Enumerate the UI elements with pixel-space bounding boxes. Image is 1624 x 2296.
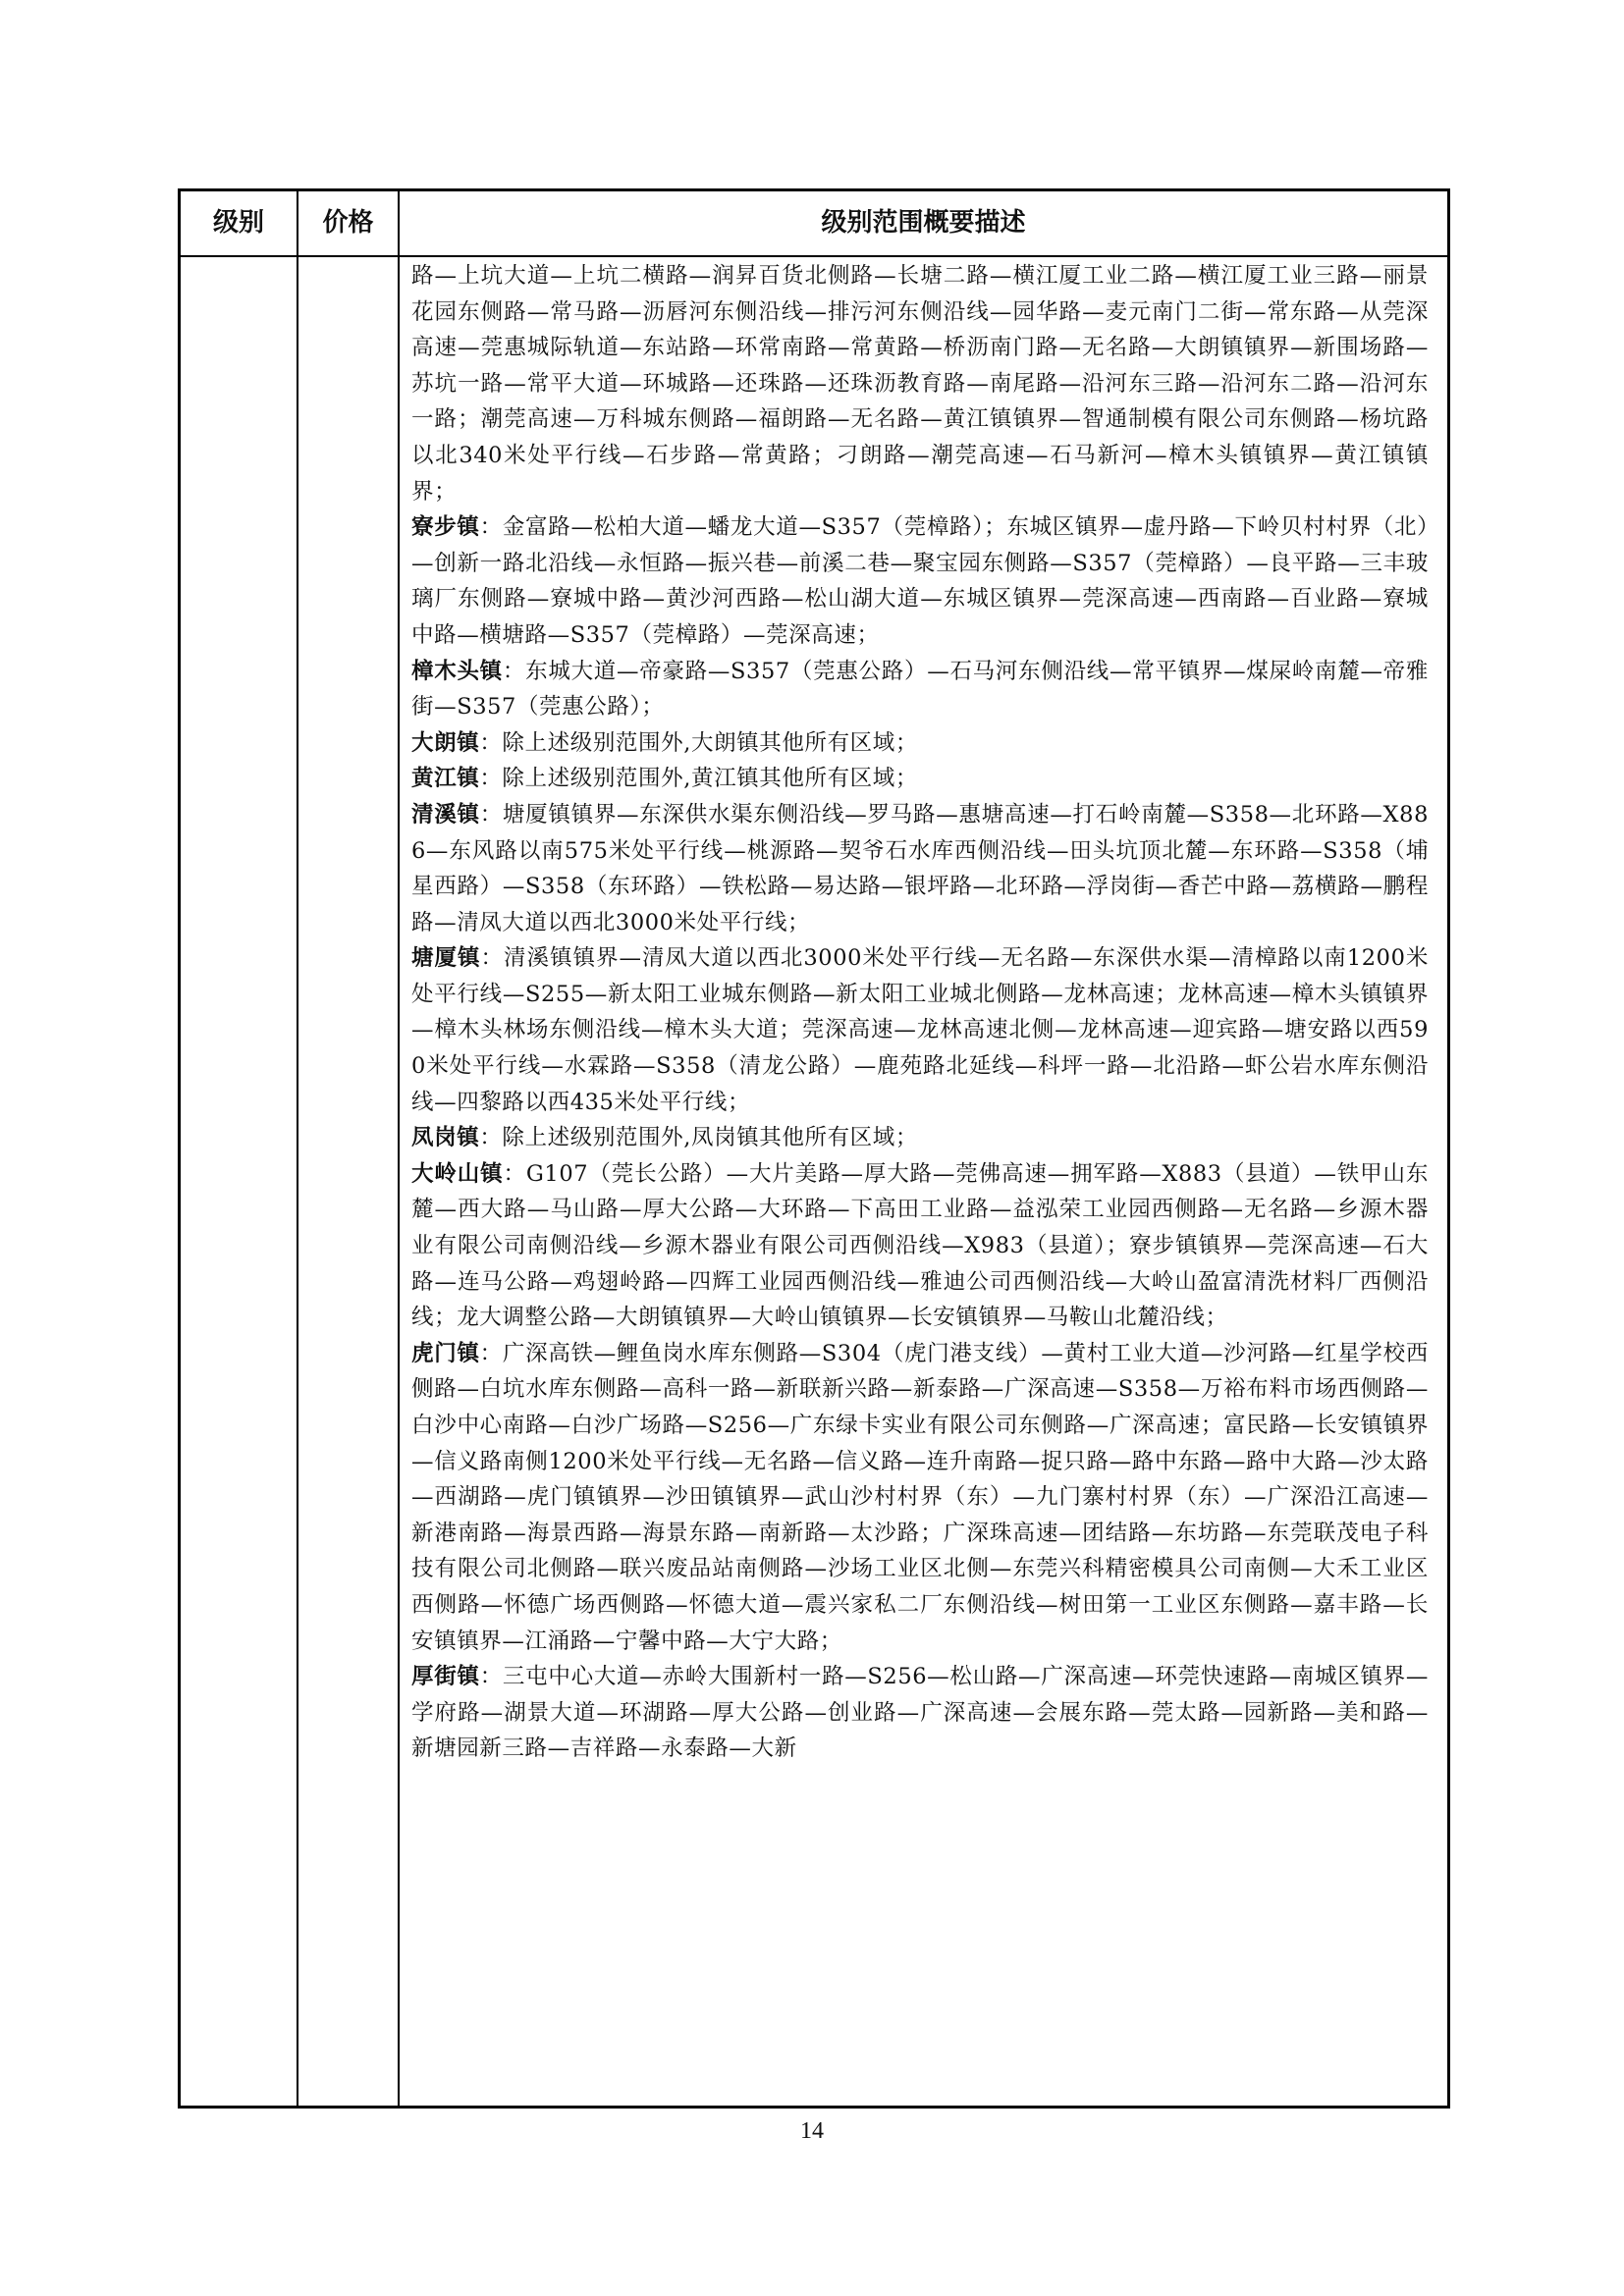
description-paragraph (411, 1120, 1429, 1156)
town-name: 寮步镇 (411, 514, 480, 541)
description-paragraph (411, 940, 1429, 1120)
town-name: 大朗镇 (411, 729, 480, 756)
description-paragraph (411, 509, 1429, 653)
description-paragraph (411, 1659, 1429, 1767)
description-paragraph (411, 1156, 1429, 1336)
range-text: ：广深高铁—鲤鱼岗水库东侧路—S304（虎门港支线）—黄村工业大道—沙河路—红星学校西侧路—白坑水库东侧路—高科一路—新联新兴路—新泰路—广深高速—S358—万裕布料市场西侧路—白沙中心南路—白沙广场路—S256—广东绿卡实业有限公司东侧路—广深高速；富民路—长安镇镇界—信义路南侧1200米处平行线—无名路—信义路—连升南路—捉只路—路中东路—路中大路—沙太路—西湖路—虎门镇镇界—沙田镇镇界—武山沙村村界（东）—九门寨村村界（东）—广深沿江高速—新港南路—海景西路—海景东路—南新路—太沙路；广深珠高速—团结路—东坊路—东莞联茂电子科技有限公司北侧路—联兴废品站南侧路—沙场工业区北侧—东莞兴科精密模具公司南侧—大禾工业区西侧路—怀德广场西侧路—怀德大道—震兴家私二厂东侧沿线—树田第一工业区东侧路—嘉丰路—长安镇镇界—江涌路—宁馨中路—大宁大路； (411, 1340, 1429, 1654)
description-cell (400, 256, 1438, 2106)
range-text: ：G107（莞长公路）—大片美路—厚大路—莞佛高速—拥军路—X883（县道）—铁甲山东麓—西大路—马山路—厚大公路—大环路—下高田工业路—益泓荣工业园西侧路—无名路—乡源木器业有限公司南侧沿线—乡源木器业有限公司西侧沿线—X983（县道）；寮步镇镇界—莞深高速—石大路—连马公路—鸡翅岭路—四辉工业园西侧沿线—雅迪公司西侧沿线—大岭山盈富清洗材料厂西侧沿线；龙大调整公路—大朗镇镇界—大岭山镇镇界—长安镇镇界—马鞍山北麓沿线； (411, 1160, 1429, 1331)
range-text: ：除上述级别范围外,大朗镇其他所有区域； (479, 729, 918, 756)
range-text: ：塘厦镇镇界—东深供水渠东侧沿线—罗马路—惠塘高速—打石岭南麓—S358—北环路—X886—东风路以南575米处平行线—桃源路—契爷石水库西侧沿线—田头坑顶北麓—东环路—S358（埔星西路）—S358（东环路）—铁松路—易达路—银坪路—北环路—浮岗街—香芒中路—荔横路—鹏程路—清凤大道以西北3000米处平行线； (411, 801, 1429, 935)
column-divider-1 (297, 191, 298, 2106)
town-name: 虎门镇 (411, 1340, 480, 1366)
header-level: 级别 (212, 208, 264, 238)
range-text: ：除上述级别范围外,黄江镇其他所有区域； (479, 766, 918, 792)
town-name: 清溪镇 (411, 801, 480, 828)
description-paragraph (411, 797, 1429, 940)
description-paragraph (411, 761, 1429, 797)
town-name: 樟木头镇 (411, 658, 503, 684)
description-paragraph (411, 654, 1429, 725)
land-grade-table (178, 188, 1450, 2109)
page-number: 14 (800, 2118, 824, 2144)
range-text: ：东城大道—帝豪路—S357（莞惠公路）—石马河东侧沿线—常平镇界—煤屎岭南麓—帝雅街—S357（莞惠公路）； (411, 658, 1430, 721)
description-paragraph (411, 1336, 1429, 1659)
town-name: 厚街镇 (411, 1664, 480, 1690)
town-name: 大岭山镇 (411, 1160, 504, 1187)
town-name: 凤岗镇 (411, 1125, 480, 1151)
range-text: ：清溪镇镇界—清凤大道以西北3000米处平行线—无名路—东深供水渠—清樟路以南1200米处平行线—S255—新太阳工业城东侧路—新太阳工业城北侧路—龙林高速；龙林高速—樟木头镇镇界—樟木头林场东侧沿线—樟木头大道；莞深高速—龙林高速北侧—龙林高速—迎宾路—塘安路以西590米处平行线—水霖路—S358（清龙公路）—鹿苑路北延线—科坪一路—北沿路—虾公岩水库东侧沿线—四黎路以西435米处平行线； (411, 945, 1429, 1115)
header-description: 级别范围概要描述 (821, 208, 1026, 238)
range-text: ：三屯中心大道—赤岭大围新村一路—S256—松山路—广深高速—环莞快速路—南城区镇界—学府路—湖景大道—环湖路—厚大公路—创业路—广深高速—会展东路—莞太路—园新路—美和路—新塘园新三路—吉祥路—永泰路—大新 (411, 1664, 1429, 1762)
description-paragraph (411, 258, 1429, 509)
range-text: 路—上坑大道—上坑二横路—润昇百货北侧路—长塘二路—横江厦工业二路—横江厦工业三路—丽景花园东侧路—常马路—沥唇河东侧沿线—排污河东侧沿线—园华路—麦元南门二街—常东路—从莞深高速—莞惠城际轨道—东站路—环常南路—常黄路—桥沥南门路—无名路—大朗镇镇界—新围场路—苏坑一路—常平大道—环城路—还珠路—还珠沥教育路—南尾路—沿河东三路—沿河东二路—沿河东一路；潮莞高速—万科城东侧路—福朗路—无名路—黄江镇镇界—智通制模有限公司东侧路—杨坑路以北340米处平行线—石步路—常黄路；刁朗路—潮莞高速—石马新河—樟木头镇镇界—黄江镇镇界； (411, 263, 1429, 505)
town-name: 黄江镇 (411, 766, 480, 792)
range-text: ：金富路—松柏大道—蟠龙大道—S357（莞樟路）；东城区镇界—虚丹路—下岭贝村村界（北）—创新一路北沿线—永恒路—振兴巷—前溪二巷—聚宝园东侧路—S357（莞樟路）—良平路—三丰玻璃厂东侧路—寮城中路—黄沙河西路—松山湖大道—东城区镇界—莞深高速—西南路—百业路—寮城中路—横塘路—S357（莞樟路）—莞深高速； (411, 514, 1429, 648)
header-price: 价格 (322, 208, 374, 238)
description-paragraph (411, 725, 1429, 762)
town-name: 塘厦镇 (411, 945, 481, 972)
range-text: ：除上述级别范围外,凤岗镇其他所有区域； (479, 1125, 918, 1151)
